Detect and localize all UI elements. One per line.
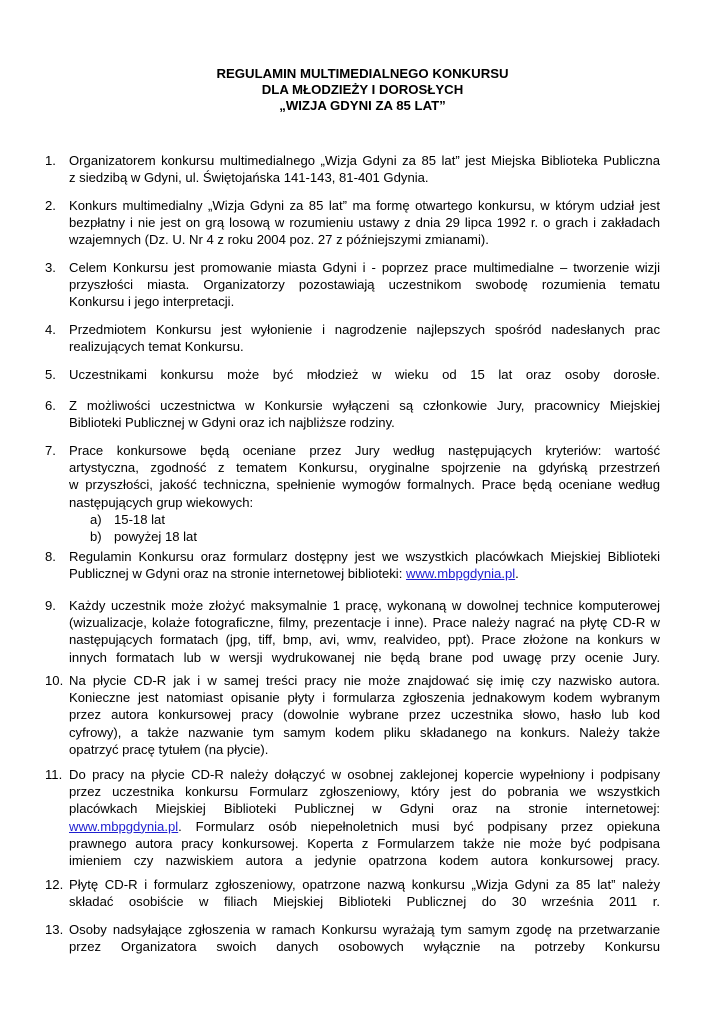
item-line: (wizualizacje, kolaże fotograficzne, filmy, prezentacje i inne). Prace należy nagrać na płytę CD-R w: [69, 615, 660, 631]
regulation-item-12: [45, 876, 660, 910]
item-line: placówkach Miejskiej Biblioteki Publicznej w Gdyni oraz na stronie internetowej:: [69, 801, 660, 817]
item-number: 5.: [45, 367, 56, 382]
item-line: realizujących temat Konkursu.: [69, 339, 244, 355]
item-line: przyszłości miasta. Organizatorzy pozostawiają uczestnikom swobodę rozumienia tematu: [69, 277, 660, 293]
item-number: 3.: [45, 260, 56, 275]
regulation-item-4: [45, 321, 660, 355]
item-line: [69, 818, 660, 835]
item-line: Konkursu i jego interpretacji.: [69, 294, 235, 310]
age-group-text: 15-18 lat: [114, 511, 165, 527]
regulation-item-6: [45, 397, 660, 431]
regulation-item-3: [45, 259, 660, 311]
item-line: opatrzyć pracę tytułem (na płycie).: [69, 741, 269, 757]
item-number: 9.: [45, 598, 56, 613]
library-website-link[interactable]: www.mbpgdynia.pl: [405, 566, 516, 582]
document-title: [0, 66, 725, 114]
item-line: wzajemnych (Dz. U. Nr 4 z roku 2004 poz. 27 z późniejszymi zmianami).: [69, 232, 489, 248]
item-line: Organizatorem konkursu multimedialnego „Wizja Gdyni za 85 lat” jest Miejska Biblioteka Publiczna: [69, 153, 660, 168]
item-line: Uczestnikami konkursu może być młodzież w wieku od 15 lat oraz osoby dorosłe.: [69, 367, 660, 382]
item-line: Prace konkursowe będą oceniane przez Jury według następujących kryteriów: wartość: [69, 443, 660, 458]
regulation-item-2: [45, 197, 660, 249]
age-group-text: powyżej 18 lat: [114, 529, 197, 545]
item-number: 10.: [45, 673, 64, 688]
item-number: 6.: [45, 398, 56, 413]
item-line: Biblioteki Publicznej w Gdyni oraz ich najbliższe rodziny.: [69, 415, 395, 431]
regulation-item-10: [45, 672, 660, 758]
item-line: Osoby nadsyłające zgłoszenia w ramach Konkursu wyrażają tym samym zgodę na przetwarzanie: [69, 922, 660, 937]
item-line: artystyczna, zgodność z tematem Konkursu, oryginalne spojrzenie na gdyńską przestrzeń: [69, 460, 660, 476]
item-line: Konkurs multimedialny „Wizja Gdyni za 85 lat” ma formę otwartego konkursu, w którym udział jest: [69, 198, 660, 213]
age-group-letter: b): [90, 529, 102, 545]
item-line: składać osobiście w filiach Miejskiej Biblioteki Publicznej do 30 września 2011 r.: [69, 894, 660, 910]
item-number: 8.: [45, 549, 56, 564]
item-text: .: [515, 566, 519, 582]
item-line: Na płycie CD-R jak i w samej treści pracy nie może znajdować się imię czy nazwisko autora.: [69, 673, 660, 688]
item-line: Do pracy na płycie CD-R należy dołączyć w osobnej zaklejonej kopercie wypełniony i podpisany: [69, 767, 660, 782]
item-line: z siedzibą w Gdyni, ul. Świętojańska 141-143, 81-401 Gdynia.: [69, 170, 429, 186]
library-website-link[interactable]: www.mbpgdynia.pl: [69, 818, 179, 834]
item-number: 11.: [45, 767, 63, 782]
item-number: 7.: [45, 443, 56, 458]
item-line: imieniem czy nazwiskiem autora a jedynie opatrzona kodem autora konkursowej pracy.: [69, 853, 660, 869]
regulation-item-7: [45, 442, 660, 545]
item-number: 2.: [45, 198, 56, 213]
regulation-item-5: [45, 366, 660, 383]
item-line: przez uczestnika konkursu Formularz zgłoszeniowy, który jest do pobrania we wszystkich: [69, 784, 660, 800]
item-line: następujących grup wiekowych:: [69, 494, 254, 510]
age-group-letter: a): [90, 511, 102, 527]
item-number: 4.: [45, 322, 56, 337]
item-line: [69, 565, 660, 582]
item-line: przez Organizatora swoich danych osobowych wyłącznie na potrzeby Konkursu: [69, 939, 660, 955]
regulation-item-9: [45, 597, 660, 666]
title-line-3: „WIZJA GDYNI ZA 85 LAT”: [279, 98, 446, 113]
age-group-item: [90, 511, 660, 528]
item-line: Każdy uczestnik może złożyć maksymalnie 1 pracę, wykonaną w dowolnej technice komputerowej: [69, 598, 660, 613]
item-number: 1.: [45, 153, 56, 168]
item-line: Konieczne jest natomiast opisanie płyty i formularza zgłoszenia jednakowym kodem wybranym: [69, 690, 660, 706]
item-line: Regulamin Konkursu oraz formularz dostępny jest we wszystkich placówkach Miejskiej Biblioteki: [69, 549, 660, 564]
item-number: 13.: [45, 922, 64, 937]
item-line: przez autora konkursowej pracy (dowolnie wybrane przez uczestnika słowo, hasło lub kod: [69, 707, 660, 723]
item-text: . Formularz osób niepełnoletnich musi być podpisany przez opiekuna: [178, 818, 660, 834]
item-line: Płytę CD-R i formularz zgłoszeniowy, opatrzone nazwą konkursu „Wizja Gdyni za 85 lat” należy: [69, 877, 660, 892]
item-line: prawnego autora pracy konkursowej. Koperta z Formularzem także nie może być podpisana: [69, 835, 660, 851]
regulation-item-1: [45, 152, 660, 186]
item-text: Publicznej w Gdyni oraz na stronie internetowej biblioteki:: [69, 566, 406, 582]
title-line-1: REGULAMIN MULTIMEDIALNEGO KONKURSU: [216, 66, 509, 81]
item-line: Celem Konkursu jest promowanie miasta Gdyni i - poprzez prace multimedialne – tworzenie wizji: [69, 260, 660, 275]
item-number: 12.: [45, 877, 64, 892]
regulation-item-11: [45, 766, 660, 869]
item-line: Z możliwości uczestnictwa w Konkursie wyłączeni są członkowie Jury, pracownicy Miejskiej: [69, 398, 660, 413]
age-group-item: [90, 528, 660, 545]
item-line: następujących formatach (jpg, tiff, bmp, avi, wmv, realvideo, ppt). Prace złożone na konkurs w: [69, 632, 660, 648]
regulation-item-13: [45, 921, 660, 955]
item-line: innych formatach lub w wersji wydrukowanej nie będą brane pod uwagę przy ocenie Jury.: [69, 649, 660, 665]
item-line: bezpłatny i nie jest on grą losową w rozumieniu ustawy z dnia 29 lipca 1992 r. o grach i zakładach: [69, 215, 660, 231]
title-line-2: DLA MŁODZIEŻY I DOROSŁYCH: [261, 82, 464, 97]
item-line: Przedmiotem Konkursu jest wyłonienie i nagrodzenie najlepszych spośród nadesłanych prac: [69, 322, 660, 337]
item-line: cyfrowy), a także nazwanie tym samym kodem pliku składanego na konkurs. Należy także: [69, 724, 660, 740]
regulation-item-8: [45, 548, 660, 582]
item-line: w przyszłości, jakość techniczna, spełnienie wymogów formalnych. Prace będą oceniane według: [69, 477, 660, 493]
